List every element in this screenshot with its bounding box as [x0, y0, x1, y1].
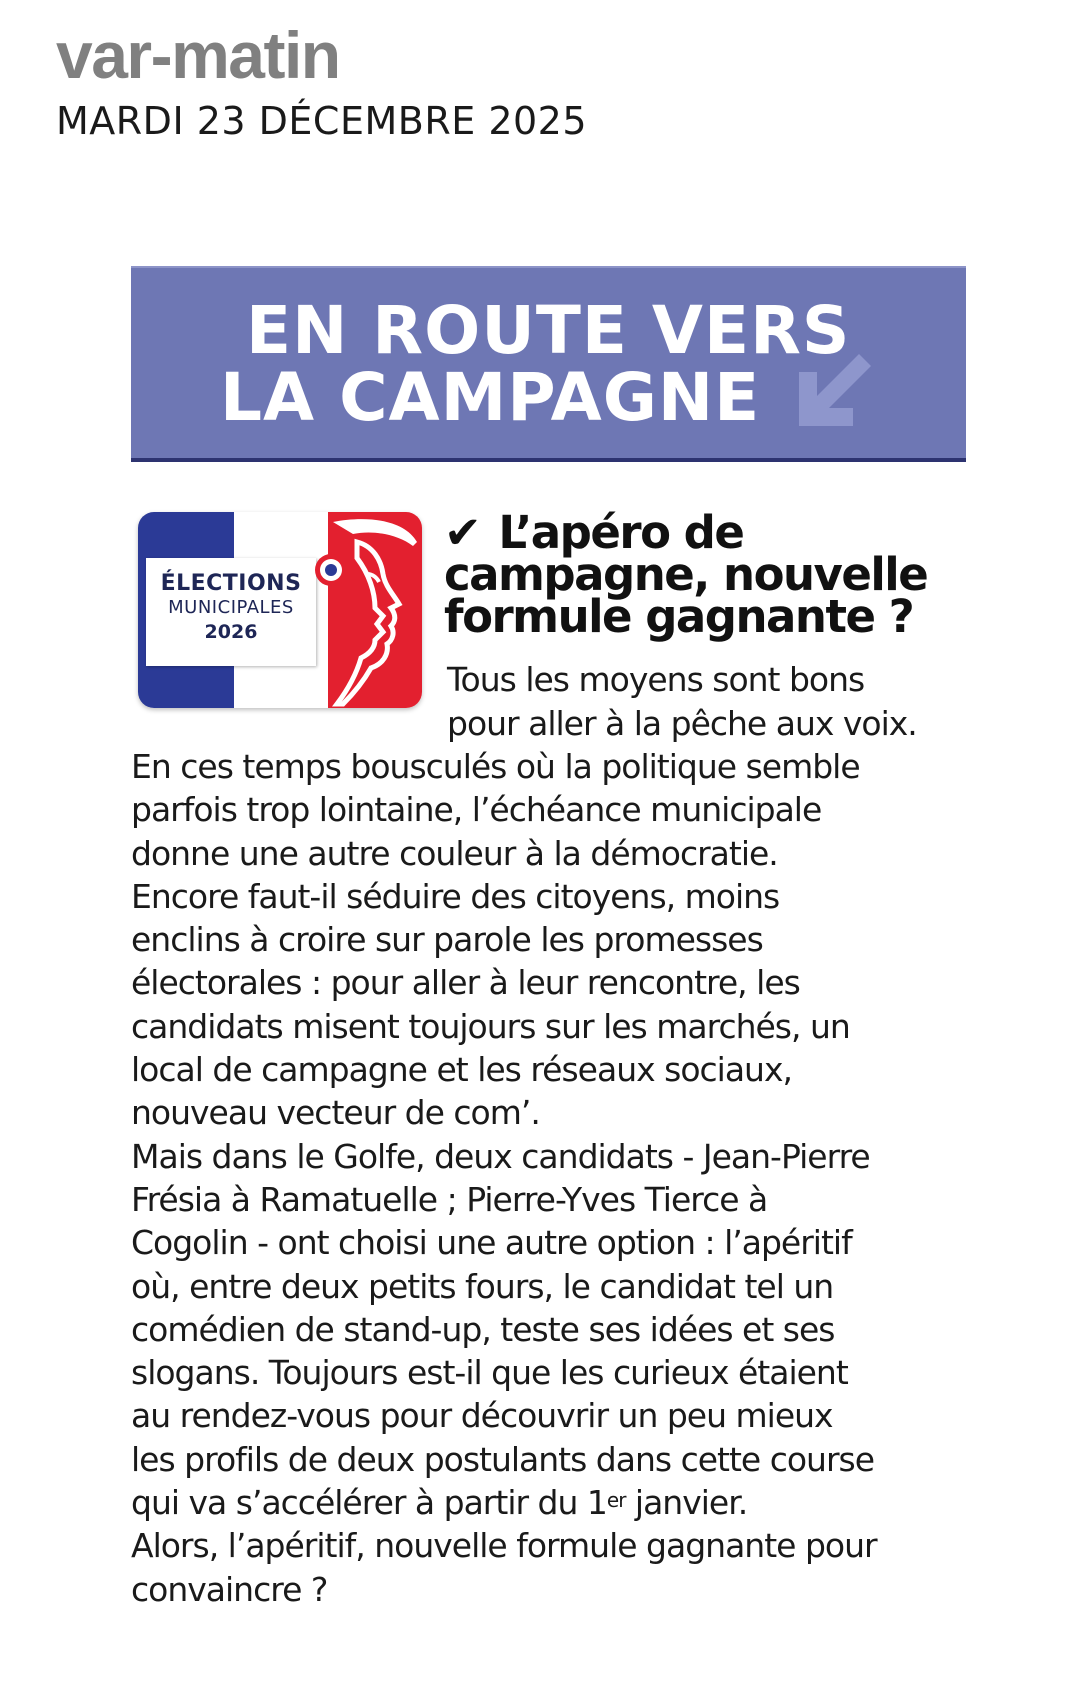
body-line: convaincre ? [131, 1569, 328, 1609]
body-line: Mais dans le Golfe, deux candidats - Jean-Pierre [131, 1136, 870, 1176]
body-line: En ces temps bousculés où la politique semble [131, 747, 860, 786]
body-line: donne une autre couleur à la démocratie. [131, 833, 778, 873]
section-banner [131, 266, 966, 462]
banner-title-line-2: LA CAMPAGNE [220, 359, 761, 436]
masthead [56, 18, 588, 143]
lede-line: Tous les moyens sont bons [447, 660, 865, 699]
logo-text-year: 2026 [204, 620, 258, 643]
body-line: Frésia à Ramatuelle ; Pierre-Yves Tierce à [131, 1179, 768, 1219]
marianne-profile-icon [313, 512, 422, 708]
body-line: local de campagne et les réseaux sociaux, [131, 1050, 792, 1090]
checkmark-icon: ✔ [444, 506, 481, 559]
body-line: Alors, l’apéritif, nouvelle formule gagnante pour [131, 1526, 877, 1566]
body-line: enclins à croire sur parole les promesses [131, 920, 763, 960]
headline-line: campagne, nouvelle [444, 548, 928, 601]
body-line: comédien de stand-up, teste ses idées et ses [131, 1309, 835, 1349]
banner-title-line-1: EN ROUTE VERS [246, 292, 851, 369]
article-lede [447, 658, 987, 746]
body-line: Encore faut-il séduire des citoyens, moins [131, 876, 780, 916]
body-line: qui va s’accélérer à partir du 1er janvier. [131, 1483, 748, 1523]
body-line: nouveau vecteur de com’. [131, 1093, 540, 1133]
ordinal-superscript: er [606, 1488, 626, 1513]
body-line: où, entre deux petits fours, le candidat tel un [131, 1266, 834, 1306]
brand-logo: var-matin [56, 18, 340, 92]
arrow-down-left-icon [787, 346, 877, 436]
cocarde-icon [314, 553, 348, 587]
body-line: candidats misent toujours sur les marchés, un [131, 1006, 850, 1046]
headline-line: formule gagnante ? [444, 590, 914, 643]
headline-line: ✔ L’apéro de [444, 506, 744, 559]
body-line: slogans. Toujours est-il que les curieux étaient [131, 1353, 848, 1393]
logo-label [146, 558, 316, 666]
body-line: au rendez-vous pour découvrir un peu mieux [131, 1396, 833, 1436]
body-line: les profils de deux postulants dans cette course [131, 1439, 875, 1479]
article-body [131, 745, 991, 1611]
elections-municipales-logo [138, 512, 422, 708]
lede-line: pour aller à la pêche aux voix. [447, 704, 917, 743]
body-line: électorales : pour aller à leur rencontre, les [131, 963, 800, 1003]
logo-text-municipales: MUNICIPALES [168, 597, 294, 619]
issue-date: MARDI 23 DÉCEMBRE 2025 [56, 99, 588, 143]
article-headline [444, 506, 984, 643]
body-line: parfois trop lointaine, l’échéance municipale [131, 790, 822, 830]
body-line: Cogolin - ont choisi une autre option : l’apéritif [131, 1223, 852, 1263]
logo-text-elections: ÉLECTIONS [160, 571, 302, 596]
